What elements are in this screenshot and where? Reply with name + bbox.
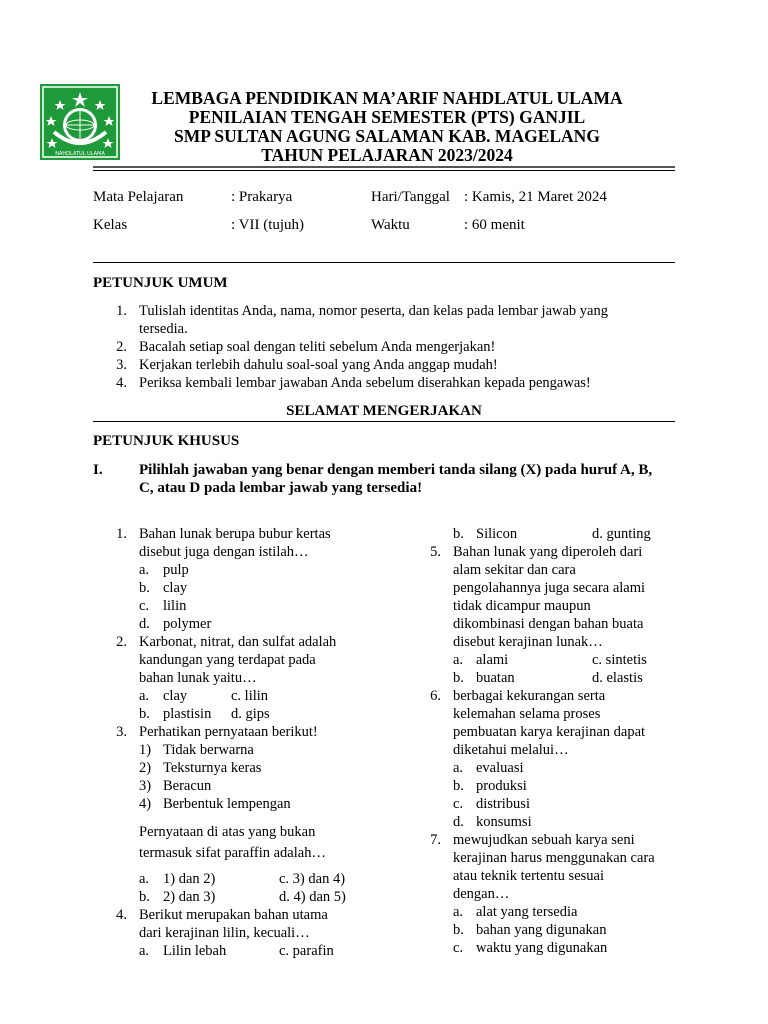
q6-option-b-label: b.: [453, 778, 464, 794]
q3-statement-num: 3): [139, 778, 152, 794]
q6-option-a: evaluasi: [476, 760, 524, 776]
q5-text: tidak dicampur maupun: [453, 598, 591, 614]
q1-option-c-label: c.: [139, 598, 150, 614]
q6-num: 6.: [430, 688, 441, 704]
general-item-1-cont: tersedia.: [139, 321, 188, 337]
general-item-4: Periksa kembali lembar jawaban Anda sebelum diserahkan kepada pengawas!: [139, 375, 591, 391]
q6-option-c-label: c.: [453, 796, 464, 812]
q7-option-b-label: b.: [453, 922, 464, 938]
general-item-2: Bacalah setiap soal dengan teliti sebelum Anda mengerjakan!: [139, 339, 496, 355]
q4-option-b-label: b.: [453, 526, 464, 542]
section-number: I.: [93, 462, 103, 478]
general-item-1: Tulislah identitas Anda, nama, nomor peserta, dan kelas pada lembar jawab yang: [139, 303, 608, 319]
q3-statement-num: 4): [139, 796, 152, 812]
general-num-1: 1.: [116, 303, 127, 319]
q1-option-d-label: d.: [139, 616, 150, 632]
subject-label: Mata Pelajaran: [93, 189, 184, 205]
closing-rule: [93, 421, 675, 422]
header-school: SMP SULTAN AGUNG SALAMAN KAB. MAGELANG: [174, 126, 600, 146]
svg-text:NAHDLATUL ULAMA: NAHDLATUL ULAMA: [55, 151, 105, 157]
q2-option-d: d. gips: [231, 706, 270, 722]
general-num-3: 3.: [116, 357, 127, 373]
q5-text: disebut kerajinan lunak…: [453, 634, 603, 650]
q7-text: kerajinan harus menggunakan cara: [453, 850, 655, 866]
q2-option-c: c. lilin: [231, 688, 269, 704]
q7-text: atau teknik tertentu sesuai: [453, 868, 604, 884]
q3-option-b-label: b.: [139, 889, 150, 905]
q7-text: mewujudkan sebuah karya seni: [453, 832, 635, 848]
q3-statement: Beracun: [163, 778, 212, 794]
q7-option-c: waktu yang digunakan: [476, 940, 608, 956]
q7-text: dengan…: [453, 886, 510, 902]
q4-option-d: d. gunting: [592, 526, 651, 542]
q2-option-a: clay: [163, 688, 188, 704]
q1-option-c: lilin: [163, 598, 187, 614]
q5-option-d: d. elastis: [592, 670, 643, 686]
info-rule: [93, 262, 675, 263]
q3-option-d: d. 4) dan 5): [279, 889, 346, 905]
q4-option-a: Lilin lebah: [163, 943, 227, 959]
q2-num: 2.: [116, 634, 127, 650]
section-instruction-1: Pilihlah jawaban yang benar dengan memberi tanda silang (X) pada huruf A, B,: [139, 462, 653, 478]
general-title: PETUNJUK UMUM: [93, 275, 228, 291]
q5-option-b: buatan: [476, 670, 515, 686]
class-value: : VII (tujuh): [231, 217, 305, 233]
special-title: PETUNJUK KHUSUS: [93, 433, 240, 449]
q3-text: Perhatikan pernyataan berikut!: [139, 724, 318, 740]
q7-option-a-label: a.: [453, 904, 464, 920]
q1-num: 1.: [116, 526, 127, 542]
q6-option-a-label: a.: [453, 760, 464, 776]
q3-option-b: 2) dan 3): [163, 889, 216, 905]
q3-option-a-label: a.: [139, 871, 150, 887]
q6-option-c: distribusi: [476, 796, 530, 812]
q3-statement: Berbentuk lempengan: [163, 796, 291, 812]
q1-option-a-label: a.: [139, 562, 150, 578]
q3-statement-num: 1): [139, 742, 152, 758]
q6-option-d-label: d.: [453, 814, 464, 830]
q4-option-c: c. parafin: [279, 943, 334, 959]
general-num-4: 4.: [116, 375, 127, 391]
header-rule-top: [93, 166, 675, 168]
q6-text: kelemahan selama proses: [453, 706, 601, 722]
q1-text: disebut juga dengan istilah…: [139, 544, 309, 560]
q6-option-d: konsumsi: [476, 814, 532, 830]
q2-text: bahan lunak yaitu…: [139, 670, 257, 686]
q7-option-a: alat yang tersedia: [476, 904, 578, 920]
q5-option-a: alami: [476, 652, 509, 668]
q6-text: diketahui melalui…: [453, 742, 569, 758]
q3-option-c: c. 3) dan 4): [279, 871, 346, 887]
q3-statement-num: 2): [139, 760, 152, 776]
general-num-2: 2.: [116, 339, 127, 355]
q1-text: Bahan lunak berupa bubur kertas: [139, 526, 331, 542]
q2-option-b-label: b.: [139, 706, 150, 722]
q4-num: 4.: [116, 907, 127, 923]
q5-text: dikombinasi dengan bahan buata: [453, 616, 644, 632]
q3-option-a: 1) dan 2): [163, 871, 216, 887]
q1-option-d: polymer: [163, 616, 212, 632]
q5-text: Bahan lunak yang diperoleh dari: [453, 544, 643, 560]
q2-text: Karbonat, nitrat, dan sulfat adalah: [139, 634, 337, 650]
time-label: Waktu: [371, 217, 410, 233]
header-institution: LEMBAGA PENDIDIKAN MA’ARIF NAHDLATUL ULAMA: [151, 88, 623, 108]
q4-text: dari kerajinan lilin, kecuali…: [139, 925, 310, 941]
q6-text: berbagai kekurangan serta: [453, 688, 606, 704]
q2-text: kandungan yang terdapat pada: [139, 652, 316, 668]
q1-option-a: pulp: [163, 562, 189, 578]
q3-statement: Teksturnya keras: [163, 760, 262, 776]
q6-option-b: produksi: [476, 778, 527, 794]
q5-text: pengolahannya juga secara alami: [453, 580, 646, 596]
q1-option-b: clay: [163, 580, 188, 596]
closing-text: SELAMAT MENGERJAKAN: [286, 403, 482, 419]
q5-option-a-label: a.: [453, 652, 464, 668]
q4-text: Berikut merupakan bahan utama: [139, 907, 328, 923]
q7-num: 7.: [430, 832, 441, 848]
q6-text: pembuatan karya kerajinan dapat: [453, 724, 646, 740]
q1-option-b-label: b.: [139, 580, 150, 596]
q2-option-a-label: a.: [139, 688, 150, 704]
time-value: : 60 menit: [464, 217, 525, 233]
section-instruction-2: C, atau D pada lembar jawab yang tersedia!: [139, 480, 423, 496]
q4-option-a-label: a.: [139, 943, 150, 959]
q2-option-b: plastisin: [163, 706, 212, 722]
q3-prompt: Pernyataan di atas yang bukan: [139, 824, 316, 840]
q7-option-b: bahan yang digunakan: [476, 922, 607, 938]
header-rule-bottom: [93, 170, 675, 171]
date-label: Hari/Tanggal: [371, 189, 450, 205]
q5-option-b-label: b.: [453, 670, 464, 686]
general-item-3: Kerjakan terlebih dahulu soal-soal yang Anda anggap mudah!: [139, 357, 498, 373]
class-label: Kelas: [93, 217, 128, 233]
header-year: TAHUN PELAJARAN 2023/2024: [261, 145, 513, 165]
q3-num: 3.: [116, 724, 127, 740]
q5-text: alam sekitar dan cara: [453, 562, 576, 578]
q7-option-c-label: c.: [453, 940, 464, 956]
q4-option-b: Silicon: [476, 526, 518, 542]
q3-prompt: termasuk sifat paraffin adalah…: [139, 845, 326, 861]
date-value: : Kamis, 21 Maret 2024: [464, 189, 607, 205]
q5-num: 5.: [430, 544, 441, 560]
header-exam: PENILAIAN TENGAH SEMESTER (PTS) GANJIL: [188, 107, 586, 127]
subject-value: : Prakarya: [231, 189, 293, 205]
q5-option-c: c. sintetis: [592, 652, 647, 668]
q3-statement: Tidak berwarna: [163, 742, 254, 758]
